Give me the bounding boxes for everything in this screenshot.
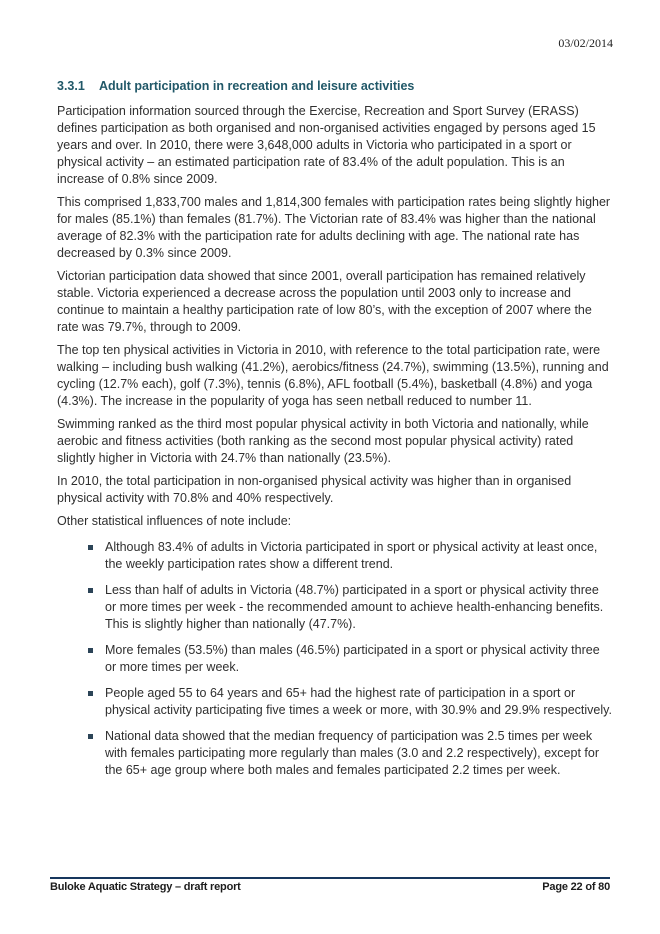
page-content xyxy=(57,36,613,788)
paragraph-top-ten: The top ten physical activities in Victoria in 2010, with reference to the total participation rate, were walking – including bush walking (41.2%), aerobics/fitness (24.7%), swimming (13.5%), running and cycling (12.7% each), golf (7.3%), tennis (6.8%), AFL football (5.4%), basketball (4.8%) and yoga (4.3%). The increase in the popularity of yoga has seen netball reduced to number 11. xyxy=(57,343,609,408)
footer-row xyxy=(50,881,610,893)
paragraph-victorian-data: Victorian participation data showed that since 2001, overall participation has remained relatively stable. Victoria experienced a decrease across the population until 2003 only to increase and continue to maintain a healthy participation rate of low 80’s, with the exception of 2007 where the rate was 79.7%, through to 2009. xyxy=(57,269,592,334)
list-item-text: Although 83.4% of adults in Victoria participated in sport or physical activity at least once, the weekly participation rates show a different trend. xyxy=(105,540,598,571)
list-item-text: More females (53.5%) than males (46.5%) participated in a sport or physical activity three or more times per week. xyxy=(105,643,600,674)
paragraph-swimming: Swimming ranked as the third most popular physical activity in both Victoria and nationally, while aerobic and fitness activities (both ranking as the second most popular physical activity) rated slightly higher in Victoria with 24.7% than nationally (23.5%). xyxy=(57,417,589,465)
list-item-text: People aged 55 to 64 years and 65+ had the highest rate of participation in a sport or physical activity participating five times a week or more, with 30.9% and 29.9% respectively. xyxy=(105,686,612,717)
page-footer xyxy=(50,877,610,893)
paragraph-erass: Participation information sourced through the Exercise, Recreation and Sport Survey (ERASS) defines participation as both organised and non-organised activities engaged by persons aged 15 years and over. In 2010, there were 3,648,000 adults in Victoria who participated in a sport or physical activity – an estimated participation rate of 83.4% of the adult population. This is an increase of 0.8% since 2009. xyxy=(57,104,596,186)
paragraph-other-influences: Other statistical influences of note include: xyxy=(57,514,292,528)
list-item xyxy=(57,642,613,676)
section-title: Adult participation in recreation and leisure activities xyxy=(99,79,415,93)
list-item xyxy=(57,685,613,719)
footer-page-number: Page 22 of 80 xyxy=(542,881,610,893)
paragraph-non-organised: In 2010, the total participation in non-organised physical activity was higher than in organised physical activity with 70.8% and 40% respectively. xyxy=(57,474,572,505)
list-item-text: National data showed that the median frequency of participation was 2.5 times per week with females participating more regularly than males (3.0 and 2.2 respectively), except for the 65+ age group where both males and females participated 2.2 times per week. xyxy=(105,729,599,777)
bullet-list xyxy=(57,539,613,779)
section-number: 3.3.1 xyxy=(57,79,85,93)
list-item xyxy=(57,539,613,573)
list-item xyxy=(57,728,613,779)
section-heading xyxy=(57,79,613,93)
list-item xyxy=(57,582,613,633)
paragraph-males-females: This comprised 1,833,700 males and 1,814,300 females with participation rates being slightly higher for males (85.1%) than females (81.7%). The Victorian rate of 83.4% was higher than the national average of 82.3% with the participation rate for adults declining with age. The national rate has decreased by 0.3% since 2009. xyxy=(57,195,611,260)
footer-document-title: Buloke Aquatic Strategy – draft report xyxy=(50,881,241,893)
list-item-text: Less than half of adults in Victoria (48.7%) participated in a sport or physical activity three or more times per week - the recommended amount to achieve health-enhancing benefits. This is slightly higher than nationally (47.7%). xyxy=(105,583,604,631)
header-date: 03/02/2014 xyxy=(558,36,613,50)
footer-divider xyxy=(50,877,610,879)
